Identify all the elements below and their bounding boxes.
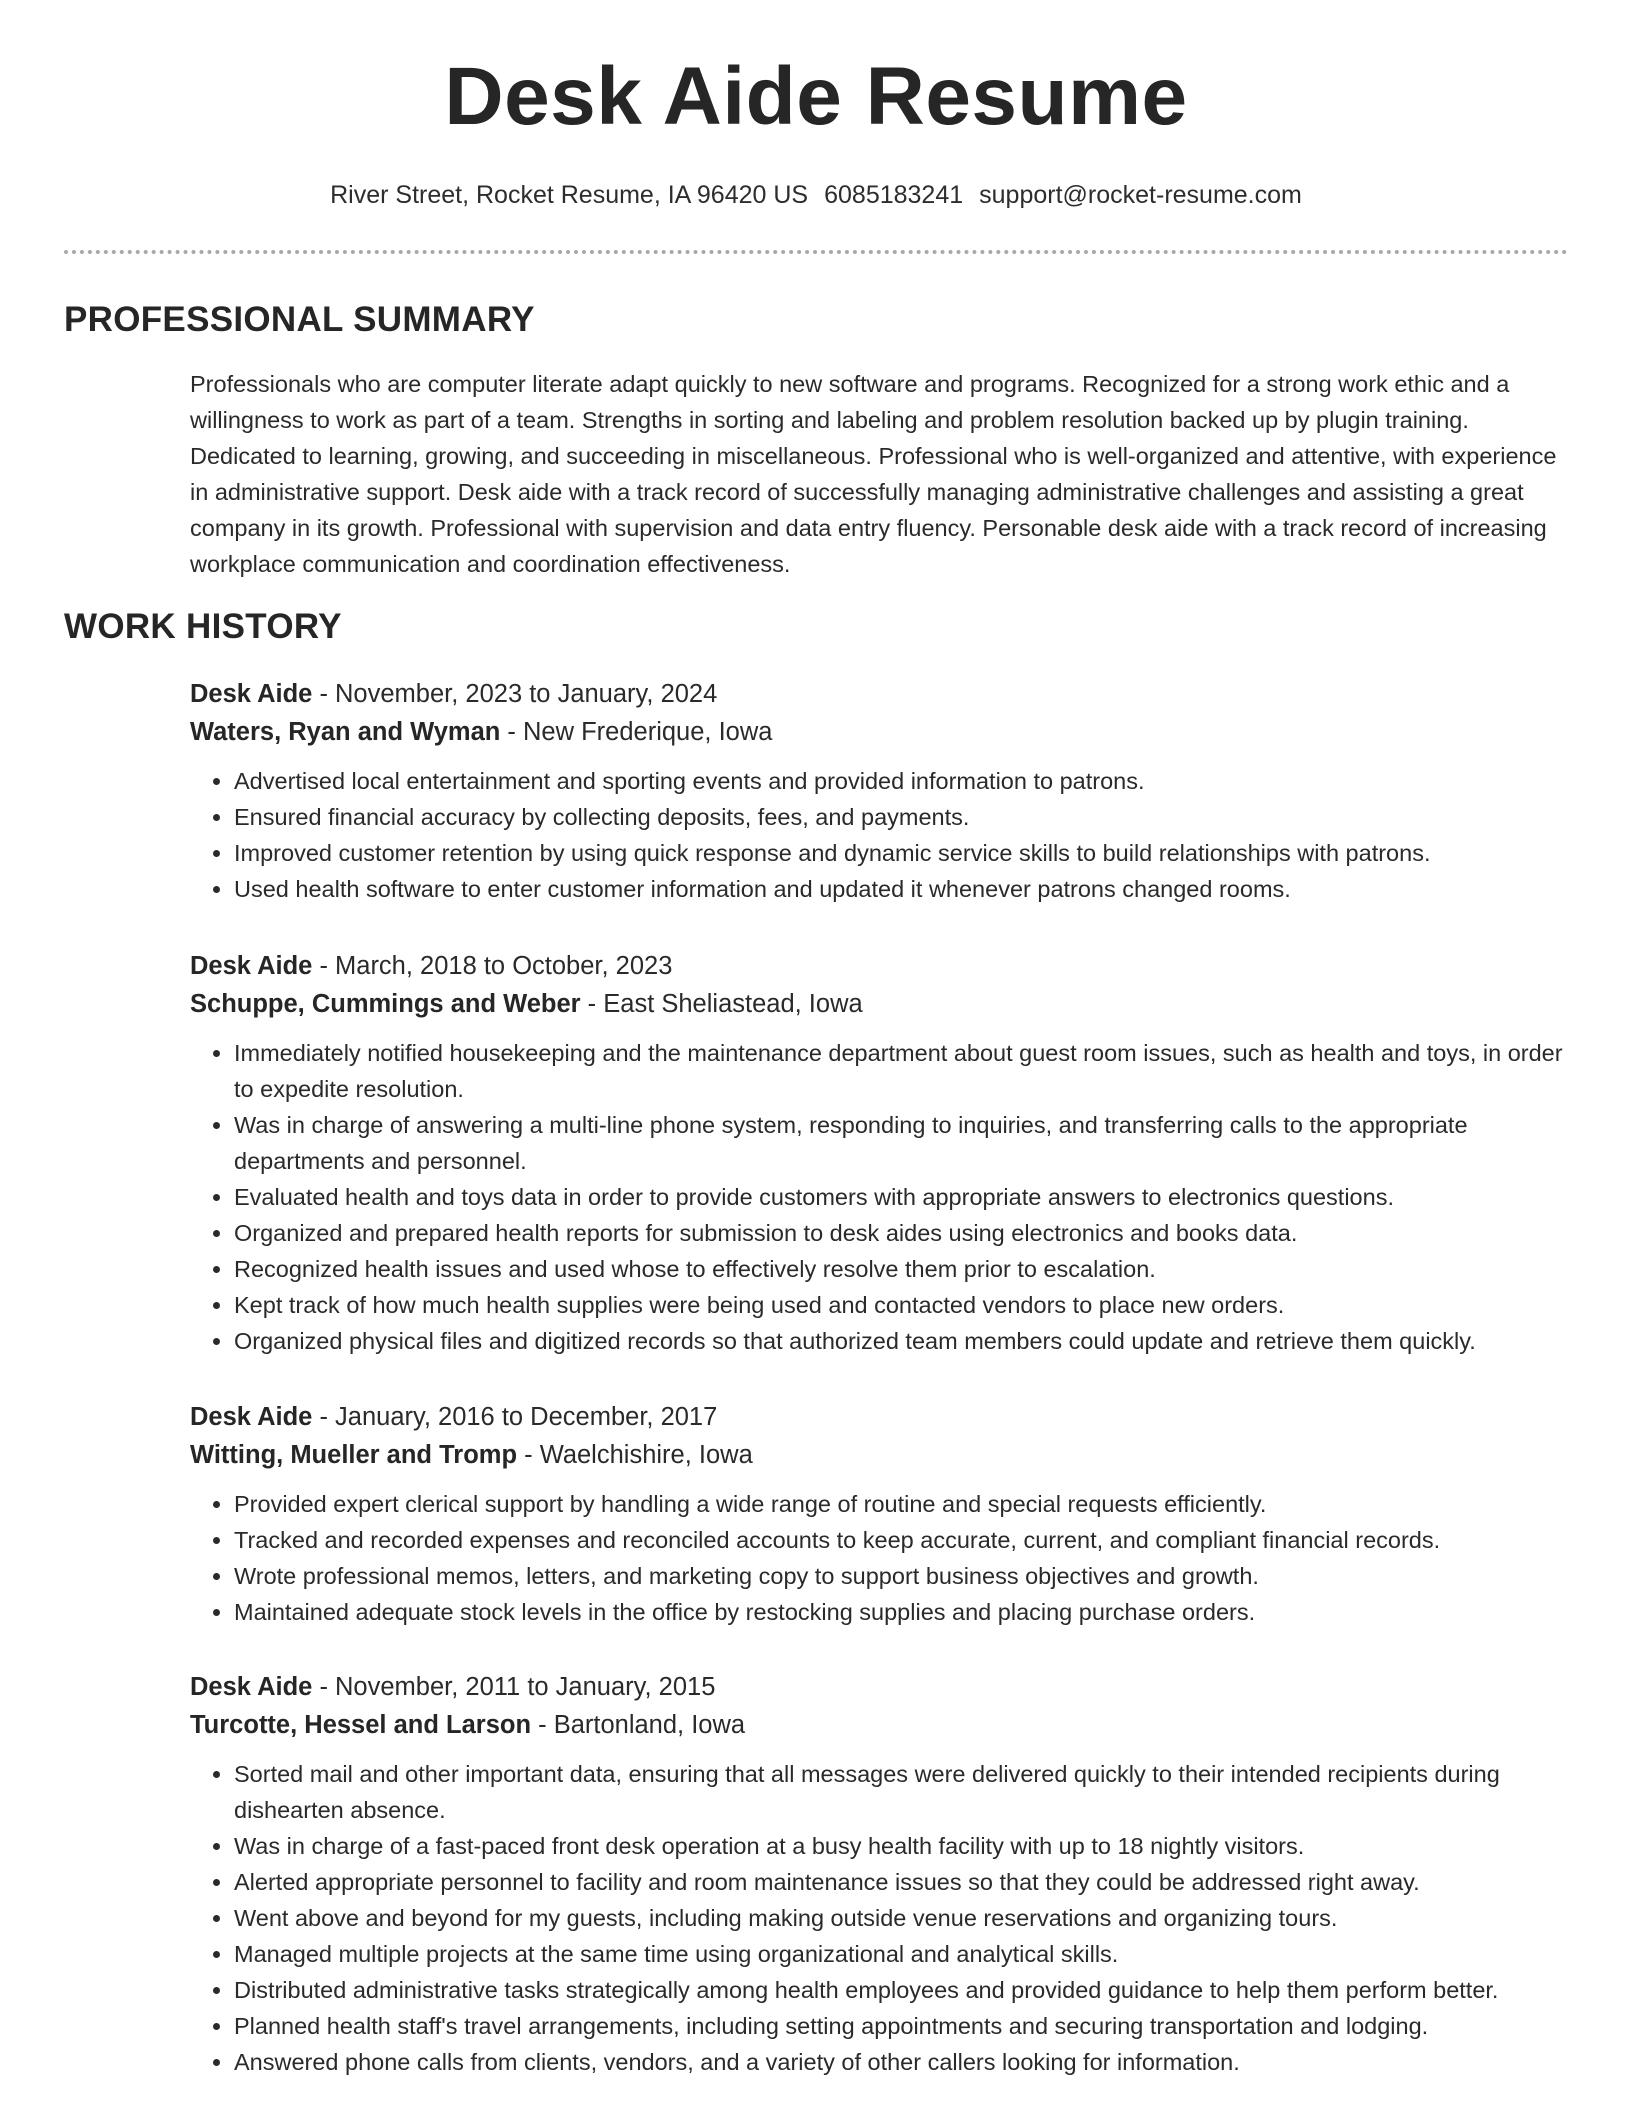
job-bullet: • Answered phone calls from clients, vendors, and a variety of other callers looking for information.	[234, 2044, 1568, 2080]
job-bullets	[190, 1486, 1568, 1630]
job-bullet: • Advertised local entertainment and sporting events and provided information to patrons.	[234, 763, 1568, 799]
job-role-line	[190, 947, 1568, 985]
job-bullet: • Was in charge of a fast-paced front desk operation at a busy health facility with up to 18 nightly visitors.	[234, 1828, 1568, 1864]
job-role: Desk Aide	[190, 1403, 313, 1431]
job-dates: - January, 2016 to December, 2017	[312, 1403, 718, 1431]
job-company-line	[190, 1436, 1568, 1474]
job-bullet: • Improved customer retention by using quick response and dynamic service skills to build relationships with patrons.	[234, 835, 1568, 871]
job-bullets	[190, 1035, 1568, 1359]
job-dates: - March, 2018 to October, 2023	[312, 952, 673, 980]
job-role-line	[190, 1398, 1568, 1436]
contact-email: support@rocket-resume.com	[979, 181, 1302, 209]
job-bullet: • Evaluated health and toys data in order to provide customers with appropriate answers to electronics questions.	[234, 1179, 1568, 1215]
job-role: Desk Aide	[190, 1673, 313, 1701]
job-entry	[190, 1668, 1568, 2080]
job-bullet: • Distributed administrative tasks strategically among health employees and provided guidance to help them perform better.	[234, 1972, 1568, 2008]
job-bullet: • Organized physical files and digitized records so that authorized team members could update and retrieve them quickly.	[234, 1323, 1568, 1359]
job-role-line	[190, 675, 1568, 713]
job-location: - Bartonland, Iowa	[531, 1711, 746, 1739]
job-company-line	[190, 1706, 1568, 1744]
job-bullet: • Recognized health issues and used whose to effectively resolve them prior to escalation.	[234, 1251, 1568, 1287]
job-entry	[190, 947, 1568, 1359]
job-bullet: • Ensured financial accuracy by collecting deposits, fees, and payments.	[234, 799, 1568, 835]
job-entry	[190, 675, 1568, 907]
job-dates: - November, 2011 to January, 2015	[312, 1673, 716, 1701]
job-role-line	[190, 1668, 1568, 1706]
work-history-heading: WORK HISTORY	[64, 607, 342, 646]
job-bullet: • Was in charge of answering a multi-line phone system, responding to inquiries, and transferring calls to the appropriate departments and personnel.	[234, 1107, 1568, 1179]
job-location: - East Sheliastead, Iowa	[580, 990, 863, 1018]
contact-address: River Street, Rocket Resume, IA 96420 US	[330, 181, 809, 209]
job-bullet: • Went above and beyond for my guests, including making outside venue reservations and organizing tours.	[234, 1900, 1568, 1936]
summary-text: Professionals who are computer literate adapt quickly to new software and programs. Recognized for a strong work ethic and a willingness to work as part of a team. Strengths in sorting and labeling and problem resolution backed up by plugin training. Dedicated to learning, growing, and succeeding in miscellaneous. Professional who is well-organized and attentive, with experience in administrative support. Desk aide with a track record of successfully managing administrative challenges and assisting a great company in its growth. Professional with supervision and data entry fluency. Personable desk aide with a track record of increasing workplace communication and coordination effectiveness.	[190, 371, 1557, 577]
resume-title: Desk Aide Resume	[444, 51, 1188, 142]
job-company-line	[190, 985, 1568, 1023]
job-dates: - November, 2023 to January, 2024	[312, 680, 718, 708]
job-company: Waters, Ryan and Wyman	[190, 718, 501, 746]
job-company: Schuppe, Cummings and Weber	[190, 990, 581, 1018]
job-bullet: • Used health software to enter customer information and updated it whenever patrons changed rooms.	[234, 871, 1568, 907]
job-location: - New Frederique, Iowa	[500, 718, 773, 746]
job-bullet: • Managed multiple projects at the same time using organizational and analytical skills.	[234, 1936, 1568, 1972]
job-bullet: • Wrote professional memos, letters, and marketing copy to support business objectives and growth.	[234, 1558, 1568, 1594]
job-bullets	[190, 1756, 1568, 2080]
job-bullet: • Kept track of how much health supplies were being used and contacted vendors to place new orders.	[234, 1287, 1568, 1323]
job-entry	[190, 1398, 1568, 1630]
job-bullets	[190, 763, 1568, 907]
contact-line	[0, 180, 1632, 210]
contact-phone: 6085183241	[824, 181, 964, 209]
job-bullet: • Planned health staff's travel arrangements, including setting appointments and securing transportation and lodging.	[234, 2008, 1568, 2044]
job-company-line	[190, 713, 1568, 751]
summary-heading: PROFESSIONAL SUMMARY	[64, 300, 535, 339]
job-role: Desk Aide	[190, 952, 313, 980]
job-location: - Waelchishire, Iowa	[517, 1441, 753, 1469]
job-role: Desk Aide	[190, 680, 313, 708]
job-bullet: • Immediately notified housekeeping and the maintenance department about guest room issues, such as health and toys, in order to expedite resolution.	[234, 1035, 1568, 1107]
job-company: Turcotte, Hessel and Larson	[190, 1711, 532, 1739]
job-bullet: • Tracked and recorded expenses and reconciled accounts to keep accurate, current, and compliant financial records.	[234, 1522, 1568, 1558]
header-divider	[64, 250, 1568, 254]
job-bullet: • Provided expert clerical support by handling a wide range of routine and special requests efficiently.	[234, 1486, 1568, 1522]
job-bullet: • Sorted mail and other important data, ensuring that all messages were delivered quickly to their intended recipients during dishearten absence.	[234, 1756, 1568, 1828]
job-bullet: • Alerted appropriate personnel to facility and room maintenance issues so that they could be addressed right away.	[234, 1864, 1568, 1900]
job-bullet: • Maintained adequate stock levels in the office by restocking supplies and placing purchase orders.	[234, 1594, 1568, 1630]
job-bullet: • Organized and prepared health reports for submission to desk aides using electronics and books data.	[234, 1215, 1568, 1251]
job-company: Witting, Mueller and Tromp	[190, 1441, 518, 1469]
